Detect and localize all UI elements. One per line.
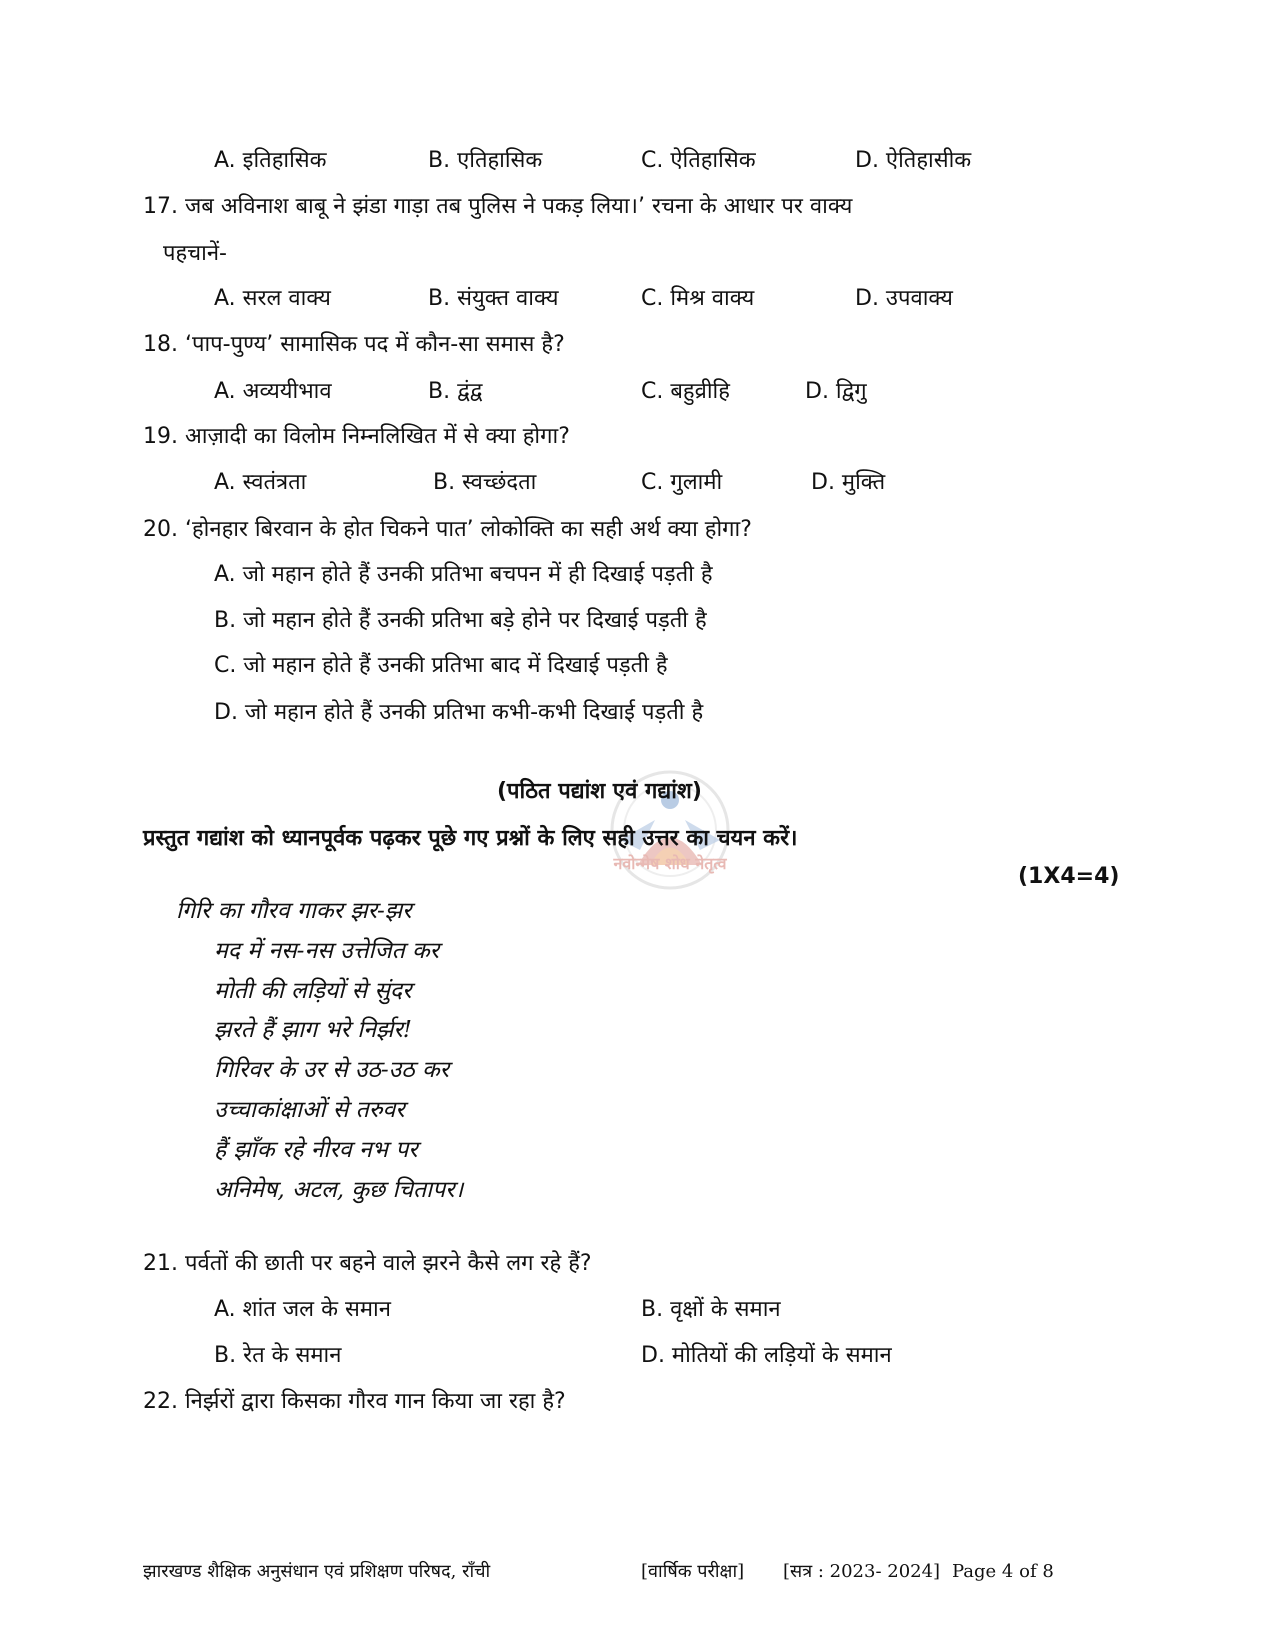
- poem-line-5: गिरिवर के उर से उठ-उठ कर: [214, 1057, 450, 1083]
- q20-option-a: A. जो महान होते हैं उनकी प्रतिभा बचपन में ही दिखाई पड़ती है: [214, 562, 713, 587]
- footer-page-number: Page 4 of 8: [952, 1561, 1054, 1582]
- q20-option-b: B. जो महान होते हैं उनकी प्रतिभा बड़े होने पर दिखाई पड़ती है: [214, 608, 707, 633]
- footer-organization: झारखण्ड शैक्षिक अनुसंधान एवं प्रशिक्षण परिषद, राँची: [143, 1561, 491, 1582]
- q16-option-a: A. इतिहासिक: [214, 148, 327, 173]
- q17-option-c: C. मिश्र वाक्य: [641, 286, 755, 311]
- q21-text: 21. पर्वतों की छाती पर बहने वाले झरने कैसे लग रहे हैं?: [143, 1251, 592, 1276]
- q16-option-d: D. ऐतिहासीक: [855, 148, 972, 173]
- poem-line-8: अनिमेष, अटल, कुछ चितापर।: [214, 1177, 464, 1203]
- q20-option-d: D. जो महान होते हैं उनकी प्रतिभा कभी-कभी दिखाई पड़ती है: [214, 700, 704, 725]
- q17-option-d: D. उपवाक्य: [855, 286, 953, 311]
- q17-text-line1: 17. जब अविनाश बाबू ने झंडा गाड़ा तब पुलिस ने पकड़ लिया।’ रचना के आधार पर वाक्य: [143, 194, 853, 219]
- q21-option-b: B. वृक्षों के समान: [641, 1297, 781, 1322]
- q17-text-line2: पहचानें-: [163, 241, 227, 266]
- q21-option-d: D. मोतियों की लड़ियों के समान: [641, 1343, 892, 1368]
- q19-text: 19. आज़ादी का विलोम निम्नलिखित में से क्या होगा?: [143, 424, 570, 449]
- q16-option-c: C. ऐतिहासिक: [641, 148, 756, 173]
- q18-option-d: D. द्विगु: [805, 379, 867, 404]
- q20-text: 20. ‘होनहार बिरवान के होत चिकने पात’ लोकोक्ति का सही अर्थ क्या होगा?: [143, 517, 752, 542]
- poem-line-6: उच्चाकांक्षाओं से तरुवर: [214, 1097, 405, 1123]
- poem-line-4: झरते हैं झाग भरे निर्झर!: [214, 1017, 412, 1043]
- poem-line-7: हैं झाँक रहे नीरव नभ पर: [214, 1137, 418, 1163]
- q19-option-d: D. मुक्ति: [811, 470, 886, 495]
- q19-option-c: C. गुलामी: [641, 470, 723, 495]
- section-heading: (पठित पद्यांश एवं गद्यांश): [497, 779, 702, 804]
- footer-exam: [वार्षिक परीक्षा]: [641, 1561, 745, 1582]
- watermark-motto: नवोन्मेष शोध नेतृत्व: [613, 854, 727, 873]
- q18-option-c: C. बहुव्रीहि: [641, 379, 730, 404]
- q19-option-b: B. स्वच्छंदता: [433, 470, 537, 495]
- section-instruction: प्रस्तुत गद्यांश को ध्यानपूर्वक पढ़कर पूछे गए प्रश्नों के लिए सही उत्तर का चयन करें।: [143, 826, 798, 851]
- q19-option-a: A. स्वतंत्रता: [214, 470, 307, 495]
- section-marks: (1X4=4): [1018, 864, 1120, 889]
- poem-line-1: गिरि का गौरव गाकर झर-झर: [176, 898, 412, 924]
- poem-line-2: मद में नस-नस उत्तेजित कर: [214, 938, 440, 964]
- q21-option-a: A. शांत जल के समान: [214, 1297, 391, 1322]
- q18-option-b: B. द्वंद्व: [428, 379, 483, 404]
- footer-session: [सत्र : 2023- 2024]: [783, 1561, 941, 1582]
- q18-text: 18. ‘पाप-पुण्य’ सामासिक पद में कौन-सा समास है?: [143, 332, 565, 357]
- q22-text: 22. निर्झरों द्वारा किसका गौरव गान किया जा रहा है?: [143, 1389, 566, 1414]
- q16-option-b: B. एतिहासिक: [428, 148, 543, 173]
- q20-option-c: C. जो महान होते हैं उनकी प्रतिभा बाद में दिखाई पड़ती है: [214, 653, 668, 678]
- q17-option-b: B. संयुक्त वाक्य: [428, 286, 559, 311]
- poem-line-3: मोती की लड़ियों से सुंदर: [214, 978, 412, 1004]
- q21-option-c: B. रेत के समान: [214, 1343, 342, 1368]
- q18-option-a: A. अव्ययीभाव: [214, 379, 332, 404]
- q17-option-a: A. सरल वाक्य: [214, 286, 331, 311]
